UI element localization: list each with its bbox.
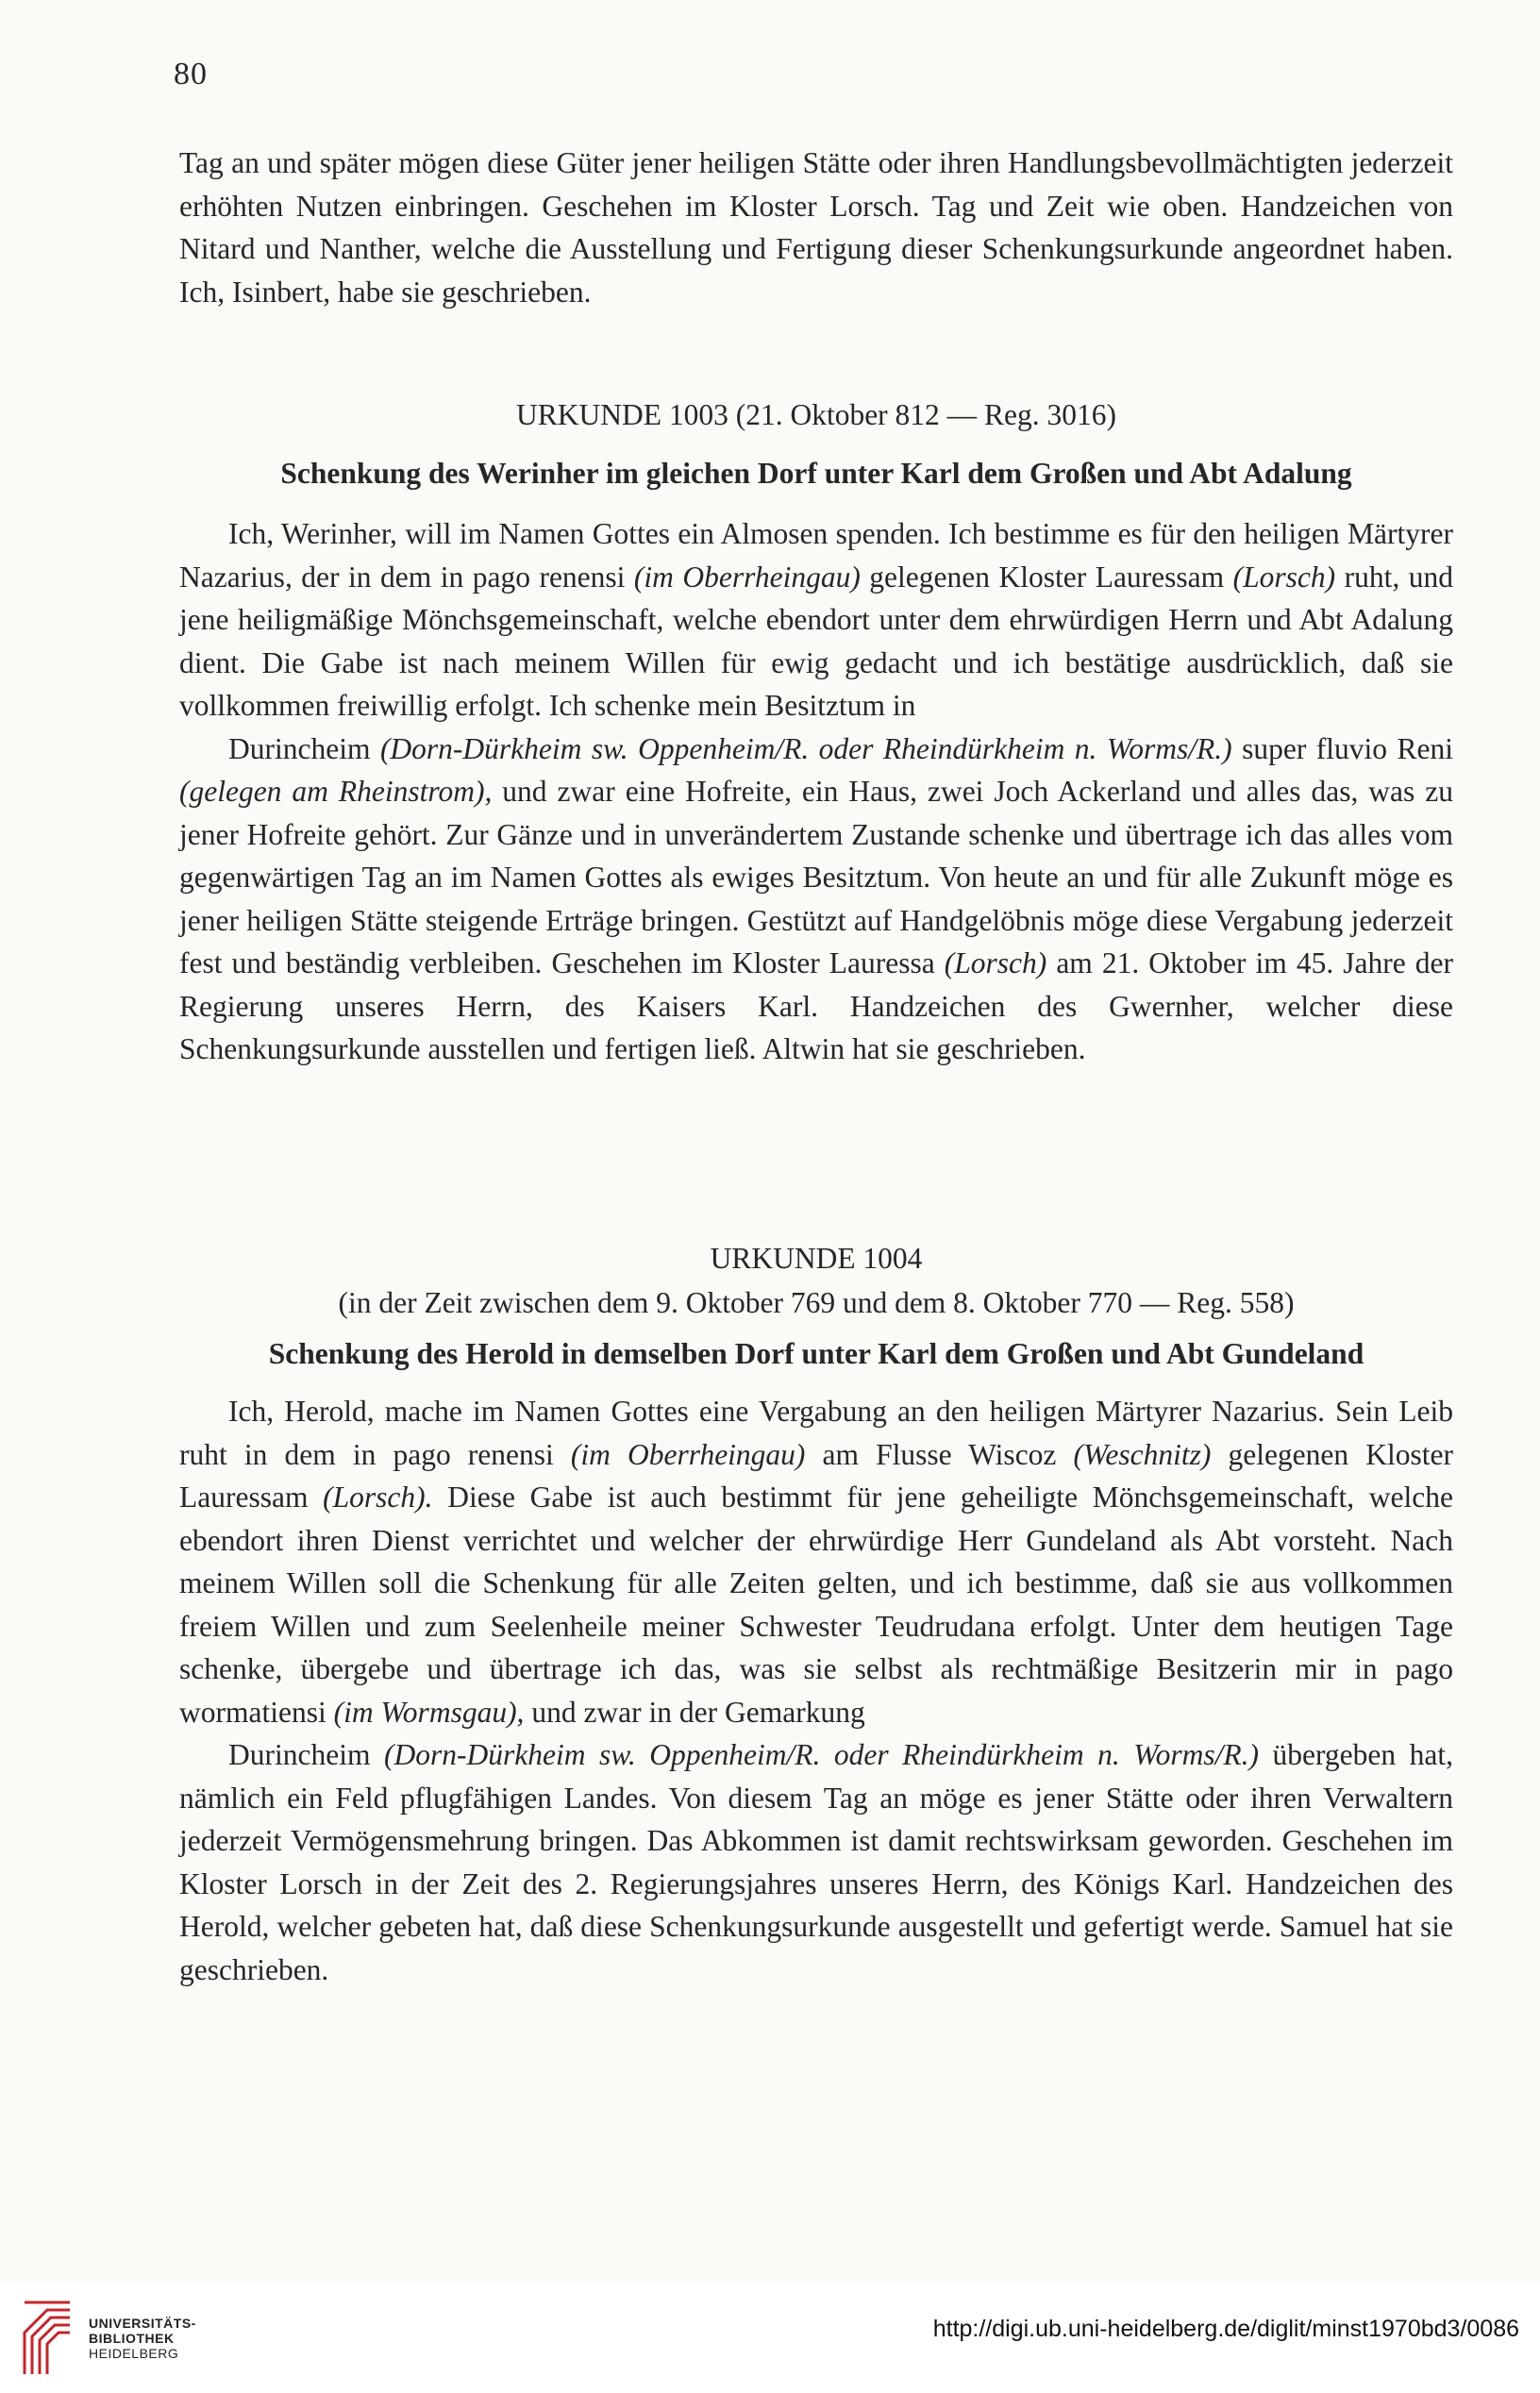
text-run: Tag an und später mögen diese Güter jener heiligen Stätte oder ihren Handlungsbevollmächtigten jederzeit erhöhten Nutzen einbringen. Geschehen im Kloster Lorsch. Tag und Zeit wie oben. Handzeichen von Nitard und Nanther, welche die Ausstellung und Fertigung dieser Schenkungsurkunde angeordnet haben. Ich, Isinbert, habe sie geschrieben. bbox=[179, 146, 1453, 309]
italic-gloss: (gelegen am Rheinstrom), bbox=[179, 775, 493, 808]
text-run: am 21. Oktober im 45. Jahre der Regierung unseres Herrn, des Kaisers Karl. Handzeichen des Gwernher, welcher diese Schenkungsurkunde ausstellen und fertigen ließ. Altwin hat sie geschrieben. bbox=[179, 946, 1453, 1065]
logo-line-3: HEIDELBERG bbox=[89, 2346, 179, 2361]
text-run: gelegenen Kloster Lauressam bbox=[860, 560, 1233, 594]
italic-gloss: (im Wormsgau), bbox=[333, 1695, 525, 1729]
urkunde-1003-heading: URKUNDE 1003 (21. Oktober 812 — Reg. 3016) bbox=[515, 398, 1117, 431]
italic-gloss: (im Oberrheingau) bbox=[570, 1437, 806, 1471]
text-run: und zwar in der Gemarkung bbox=[524, 1695, 865, 1729]
italic-gloss: (im Oberrheingau) bbox=[633, 560, 861, 594]
text-run: Durincheim bbox=[228, 731, 380, 765]
text-run: gelegenen Kloster Lauressam bbox=[179, 1437, 1453, 1514]
page-number: 80 bbox=[174, 57, 208, 92]
text-run: super fluvio Reni bbox=[1231, 731, 1453, 765]
text-run: und zwar eine Hofreite, ein Haus, zwei Joch Ackerland und alles das, was zu jener Hofreite gehört. Zur Gänze und in unverändertem Zustande schenke und übertrage ich das alles vom gegenwärtigen Tag an im Namen Gottes als ewiges Besitztum. Von heute an und für alle Zukunft möge es jener heiligen Stätte steigende Erträge bringen. Gestützt auf Handgelöbnis möge diese Vergabung jederzeit fest und beständig verbleiben. Geschehen im Kloster Lauressa bbox=[179, 775, 1453, 979]
text-run: Ich, Herold, mache im Namen Gottes eine Vergabung an den heiligen Märtyrer Nazarius. Sein Leib ruht in dem in pago renensi bbox=[179, 1395, 1453, 1471]
italic-gloss: (Weschnitz) bbox=[1073, 1437, 1212, 1471]
source-url-link[interactable]: http://digi.ub.uni-heidelberg.de/diglit/minst1970bd3/0086 bbox=[932, 2316, 1519, 2342]
urkunde-1004-subtitle: Schenkung des Herold in demselben Dorf unter Karl dem Großen und Abt Gundeland bbox=[268, 1337, 1364, 1370]
urkunde-1004-paragraph-1 bbox=[179, 1390, 1453, 1733]
urkunde-1004-body bbox=[179, 1390, 1453, 1991]
text-run: Ich, Werinher, will im Namen Gottes ein Almosen spenden. Ich bestimme es für den heiligen Märtyrer Nazarius, der in dem in pago renensi bbox=[179, 517, 1453, 594]
italic-gloss: (Lorsch) bbox=[1232, 560, 1336, 594]
text-run: Durincheim bbox=[228, 1738, 384, 1771]
urkunde-1003-paragraph-1 bbox=[179, 512, 1453, 728]
intro-paragraph bbox=[179, 142, 1453, 313]
text-run: Diese Gabe ist auch bestimmt für jene geheiligte Mönchsgemeinschaft, welche ebendort ihren Dienst verrichtet und welcher der ehrwürdige Herr Gundeland als Abt vorsteht. Nach meinem Willen soll die Schenkung für alle Zeiten gelten, und ich bestimme, daß sie aus vollkommen freiem Willen und zum Seelenheile meiner Schwester Teudrudana erfolgt. Unter dem heutigen Tage schenke, übergebe und übertrage ich das, was sie selbst als rechtmäßige Besitzerin mir in pago wormatiensi bbox=[179, 1481, 1453, 1729]
italic-gloss: (Dorn-Dürkheim sw. Oppenheim/R. oder Rheindürkheim n. Worms/R.) bbox=[383, 1738, 1259, 1771]
text-run: am Flusse Wiscoz bbox=[805, 1437, 1074, 1471]
text-run: übergeben hat, nämlich ein Feld pflugfähigen Landes. Von diesem Tag an möge es jener Stätte oder ihren Verwaltern jederzeit Vermögensmehrung bringen. Das Abkommen ist damit rechtswirksam geworden. Geschehen im Kloster Lorsch in der Zeit des 2. Regierungsjahres unseres Herrn, des Königs Karl. Handzeichen des Herold, welcher gebeten hat, daß diese Schenkungsurkunde ausgestellt und gefertigt werde. Samuel hat sie geschrieben. bbox=[179, 1738, 1453, 1986]
urkunde-1004-date-line: (in der Zeit zwischen dem 9. Oktober 769 und dem 8. Oktober 770 — Reg. 558) bbox=[338, 1286, 1295, 1319]
urkunde-1003-body bbox=[179, 512, 1453, 1071]
logo-line-2: BIBLIOTHEK bbox=[89, 2331, 175, 2346]
library-logo-icon bbox=[19, 2295, 77, 2378]
urkunde-1003-subtitle: Schenkung des Werinher im gleichen Dorf unter Karl dem Großen und Abt Adalung bbox=[280, 457, 1352, 490]
urkunde-1004-paragraph-2 bbox=[179, 1733, 1453, 1991]
italic-gloss: (Lorsch). bbox=[323, 1481, 433, 1514]
text-run: ruht, und jene heiligmäßige Mönchsgemeinschaft, welche ebendort unter dem ehrwürdigen Herrn und Abt Adalung dient. Die Gabe ist nach meinem Willen für ewig gedacht und ich bestätige ausdrücklich, daß sie vollkommen freiwillig erfolgt. Ich schenke mein Besitztum in bbox=[179, 560, 1453, 722]
urkunde-1004-heading: URKUNDE 1004 bbox=[710, 1242, 923, 1275]
urkunde-1003-paragraph-2 bbox=[179, 728, 1453, 1071]
italic-gloss: (Lorsch) bbox=[944, 946, 1047, 979]
logo-line-1: UNIVERSITÄTS- bbox=[89, 2316, 196, 2331]
footer-bar bbox=[0, 2282, 1540, 2393]
italic-gloss: (Dorn-Dürkheim sw. Oppenheim/R. oder Rheindürkheim n. Worms/R.) bbox=[379, 731, 1232, 765]
library-logo-text bbox=[89, 2316, 196, 2361]
intro-text bbox=[179, 142, 1453, 313]
